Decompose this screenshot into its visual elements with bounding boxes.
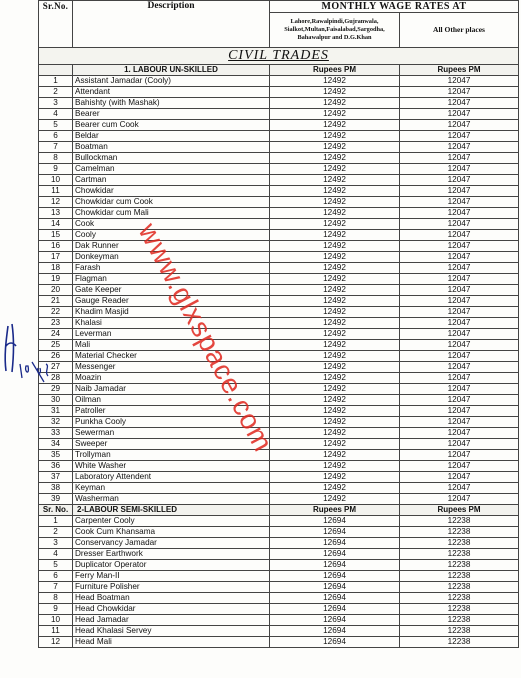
description-cell: Oilman: [73, 395, 270, 406]
rate-b-cell: 12047: [400, 307, 519, 318]
description-cell: Sewerman: [73, 428, 270, 439]
table-row: [39, 538, 519, 549]
wage-rate-sheet: [38, 0, 518, 648]
description-cell: Trollyman: [73, 450, 270, 461]
table-row: [39, 571, 519, 582]
sr-no-cell: 10: [39, 615, 73, 626]
sr-no-cell: 21: [39, 296, 73, 307]
sr-no-cell: 12: [39, 197, 73, 208]
rate-b-cell: 12047: [400, 417, 519, 428]
rate-a-cell: 12492: [270, 76, 400, 87]
rate-b-cell: 12047: [400, 373, 519, 384]
description-cell: Leverman: [73, 329, 270, 340]
rate-b-cell: 12047: [400, 142, 519, 153]
description-header: Description: [73, 1, 270, 48]
section2-col-a: Rupees PM: [270, 505, 400, 516]
rate-b-cell: 12047: [400, 153, 519, 164]
rate-a-cell: 12492: [270, 186, 400, 197]
table-row: [39, 527, 519, 538]
sr-no-cell: 15: [39, 230, 73, 241]
rate-b-cell: 12047: [400, 329, 519, 340]
sr-no-cell: 3: [39, 98, 73, 109]
rate-b-cell: 12047: [400, 120, 519, 131]
sr-no-cell: 4: [39, 109, 73, 120]
rate-a-cell: 12694: [270, 604, 400, 615]
table-row: [39, 384, 519, 395]
sr-no-cell: 5: [39, 560, 73, 571]
table-row: [39, 252, 519, 263]
description-cell: Sweeper: [73, 439, 270, 450]
description-cell: Washerman: [73, 494, 270, 505]
rate-b-cell: 12238: [400, 626, 519, 637]
table-row: [39, 560, 519, 571]
description-cell: Assistant Jamadar (Cooly): [73, 76, 270, 87]
rate-a-cell: 12492: [270, 285, 400, 296]
description-cell: Punkha Cooly: [73, 417, 270, 428]
table-row: [39, 87, 519, 98]
description-cell: Patroller: [73, 406, 270, 417]
location-b-header: All Other places: [400, 13, 519, 48]
rate-b-cell: 12047: [400, 362, 519, 373]
description-cell: Farash: [73, 263, 270, 274]
table-row: [39, 318, 519, 329]
table-row: [39, 285, 519, 296]
rate-b-cell: 12047: [400, 439, 519, 450]
sr-no-cell: 37: [39, 472, 73, 483]
description-cell: Head Mali: [73, 637, 270, 648]
rate-b-cell: 12047: [400, 351, 519, 362]
table-row: [39, 351, 519, 362]
section1-col-b: Rupees PM: [400, 65, 519, 76]
rate-a-cell: 12694: [270, 538, 400, 549]
rate-b-cell: 12047: [400, 274, 519, 285]
sr-no-header: Sr.No.: [39, 1, 73, 48]
sr-no-cell: 6: [39, 131, 73, 142]
rate-a-cell: 12492: [270, 153, 400, 164]
rate-b-cell: 12047: [400, 483, 519, 494]
table-row: [39, 307, 519, 318]
rate-b-cell: 12047: [400, 472, 519, 483]
table-row: [39, 593, 519, 604]
table-row: [39, 296, 519, 307]
rate-a-cell: 12492: [270, 483, 400, 494]
table-row: [39, 549, 519, 560]
description-cell: Beldar: [73, 131, 270, 142]
sec1-sr-cell: [39, 65, 73, 76]
sr-no-cell: 24: [39, 329, 73, 340]
handwritten-signature: [0, 316, 60, 386]
sr-no-cell: 34: [39, 439, 73, 450]
rate-b-cell: 12047: [400, 76, 519, 87]
rate-b-cell: 12047: [400, 461, 519, 472]
rate-b-cell: 12238: [400, 637, 519, 648]
rate-b-cell: 12238: [400, 516, 519, 527]
location-a-header: Lahore,Rawalpindi,Gujranwala, Sialkot,Multan,Faisalabad,Sargodha, Bahawalpur and D.G.Khan: [270, 13, 400, 48]
sr-no-cell: 25: [39, 340, 73, 351]
description-cell: Carpenter Cooly: [73, 516, 270, 527]
description-cell: Khadim Masjid: [73, 307, 270, 318]
rate-a-cell: 12492: [270, 318, 400, 329]
rate-a-cell: 12492: [270, 406, 400, 417]
sr-no-cell: 38: [39, 483, 73, 494]
description-cell: Cooly: [73, 230, 270, 241]
rate-a-cell: 12492: [270, 142, 400, 153]
rate-b-cell: 12047: [400, 131, 519, 142]
rate-a-cell: 12694: [270, 637, 400, 648]
description-cell: Gauge Reader: [73, 296, 270, 307]
rate-a-cell: 12492: [270, 362, 400, 373]
rate-b-cell: 12238: [400, 549, 519, 560]
table-row: [39, 395, 519, 406]
sr-no-cell: 22: [39, 307, 73, 318]
rate-b-cell: 12238: [400, 538, 519, 549]
table-row: [39, 373, 519, 384]
rate-b-cell: 12238: [400, 615, 519, 626]
description-cell: Ferry Man-II: [73, 571, 270, 582]
description-cell: Dak Runner: [73, 241, 270, 252]
sr-no-cell: 2: [39, 527, 73, 538]
rate-b-cell: 12238: [400, 527, 519, 538]
description-cell: Moazin: [73, 373, 270, 384]
sr-no-cell: 8: [39, 593, 73, 604]
rate-b-cell: 12047: [400, 98, 519, 109]
rate-b-cell: 12047: [400, 494, 519, 505]
section1-col-a: Rupees PM: [270, 65, 400, 76]
sr-no-cell: 28: [39, 373, 73, 384]
rate-a-cell: 12492: [270, 87, 400, 98]
sr-no-cell: 19: [39, 274, 73, 285]
rate-a-cell: 12694: [270, 560, 400, 571]
rate-a-cell: 12492: [270, 395, 400, 406]
rate-b-cell: 12047: [400, 175, 519, 186]
rate-a-cell: 12492: [270, 340, 400, 351]
table-row: [39, 274, 519, 285]
table-row: [39, 241, 519, 252]
rate-a-cell: 12492: [270, 197, 400, 208]
table-row: [39, 406, 519, 417]
sr-no-cell: 23: [39, 318, 73, 329]
civil-trades-title: CIVIL TRADES: [39, 48, 519, 65]
rate-b-cell: 12238: [400, 571, 519, 582]
rate-a-cell: 12492: [270, 428, 400, 439]
rate-b-cell: 12047: [400, 384, 519, 395]
description-cell: White Washer: [73, 461, 270, 472]
table-row: [39, 175, 519, 186]
rate-a-cell: 12694: [270, 516, 400, 527]
rate-b-cell: 12238: [400, 560, 519, 571]
description-cell: Cartman: [73, 175, 270, 186]
description-cell: Donkeyman: [73, 252, 270, 263]
rate-b-cell: 12047: [400, 263, 519, 274]
sr-no-cell: 35: [39, 450, 73, 461]
rate-b-cell: 12047: [400, 87, 519, 98]
rate-a-cell: 12492: [270, 351, 400, 362]
sr-no-cell: 36: [39, 461, 73, 472]
rate-a-cell: 12492: [270, 263, 400, 274]
table-row: [39, 472, 519, 483]
sr-no-cell: 7: [39, 142, 73, 153]
table-row: [39, 142, 519, 153]
rate-b-cell: 12047: [400, 186, 519, 197]
sr-no-cell: 14: [39, 219, 73, 230]
rate-a-cell: 12492: [270, 131, 400, 142]
description-cell: Flagman: [73, 274, 270, 285]
sr-no-cell: 9: [39, 164, 73, 175]
description-cell: Camelman: [73, 164, 270, 175]
watermark-text: www.glxspace.com: [132, 218, 280, 457]
rate-b-cell: 12047: [400, 208, 519, 219]
rate-b-cell: 12238: [400, 604, 519, 615]
description-cell: Attendant: [73, 87, 270, 98]
table-row: [39, 417, 519, 428]
table-row: [39, 329, 519, 340]
sr-no-cell: 17: [39, 252, 73, 263]
sr-no-cell: 16: [39, 241, 73, 252]
rate-a-cell: 12492: [270, 472, 400, 483]
table-row: [39, 428, 519, 439]
rate-a-cell: 12492: [270, 164, 400, 175]
sr-no-cell: 3: [39, 538, 73, 549]
table-row: [39, 582, 519, 593]
section2-col-b: Rupees PM: [400, 505, 519, 516]
sr-no-cell: 13: [39, 208, 73, 219]
sr-no-cell: 29: [39, 384, 73, 395]
sr-no-cell: 27: [39, 362, 73, 373]
table-row: [39, 626, 519, 637]
rate-a-cell: 12492: [270, 450, 400, 461]
description-cell: Duplicator Operator: [73, 560, 270, 571]
sr-no-cell: 32: [39, 417, 73, 428]
rate-b-cell: 12047: [400, 318, 519, 329]
rate-a-cell: 12492: [270, 439, 400, 450]
description-cell: Conservancy Jamadar: [73, 538, 270, 549]
rate-b-cell: 12047: [400, 197, 519, 208]
sr-no-cell: 30: [39, 395, 73, 406]
rate-a-cell: 12694: [270, 527, 400, 538]
rate-a-cell: 12694: [270, 549, 400, 560]
rate-a-cell: 12492: [270, 307, 400, 318]
rate-b-cell: 12047: [400, 428, 519, 439]
table-row: [39, 362, 519, 373]
sr-no-cell: 26: [39, 351, 73, 362]
rate-a-cell: 12492: [270, 252, 400, 263]
monthly-wage-header: MONTHLY WAGE RATES AT: [270, 1, 519, 13]
table-row: [39, 604, 519, 615]
section2-sr-label: Sr. No.: [39, 505, 73, 516]
rate-a-cell: 12492: [270, 175, 400, 186]
rate-a-cell: 12492: [270, 208, 400, 219]
rate-a-cell: 12492: [270, 384, 400, 395]
sr-no-cell: 33: [39, 428, 73, 439]
description-cell: Material Checker: [73, 351, 270, 362]
rate-b-cell: 12047: [400, 109, 519, 120]
table-row: [39, 461, 519, 472]
sr-no-cell: 11: [39, 626, 73, 637]
rate-b-cell: 12047: [400, 450, 519, 461]
table-row: [39, 615, 519, 626]
rate-b-cell: 12047: [400, 285, 519, 296]
section2-title: 2-LABOUR SEMI-SKILLED: [73, 505, 270, 516]
rate-a-cell: 12492: [270, 417, 400, 428]
table-row: [39, 131, 519, 142]
rate-b-cell: 12047: [400, 395, 519, 406]
rate-a-cell: 12694: [270, 615, 400, 626]
table-row: [39, 263, 519, 274]
sr-no-cell: 6: [39, 571, 73, 582]
table-row: [39, 120, 519, 131]
table-row: [39, 494, 519, 505]
table-row: [39, 197, 519, 208]
sr-no-cell: 1: [39, 76, 73, 87]
rate-a-cell: 12492: [270, 98, 400, 109]
description-cell: Naib Jamadar: [73, 384, 270, 395]
table-row: [39, 186, 519, 197]
rate-b-cell: 12047: [400, 219, 519, 230]
table-row: [39, 483, 519, 494]
description-cell: Cook Cum Khansama: [73, 527, 270, 538]
rate-a-cell: 12492: [270, 329, 400, 340]
description-cell: Bearer: [73, 109, 270, 120]
rate-a-cell: 12492: [270, 494, 400, 505]
table-row: [39, 637, 519, 648]
description-cell: Chowkidar cum Mali: [73, 208, 270, 219]
rate-a-cell: 12694: [270, 593, 400, 604]
rate-b-cell: 12238: [400, 593, 519, 604]
rate-b-cell: 12238: [400, 582, 519, 593]
rate-b-cell: 12047: [400, 296, 519, 307]
table-row: [39, 340, 519, 351]
sr-no-cell: 1: [39, 516, 73, 527]
rate-b-cell: 12047: [400, 230, 519, 241]
rate-a-cell: 12694: [270, 582, 400, 593]
sr-no-cell: 11: [39, 186, 73, 197]
description-cell: Boatman: [73, 142, 270, 153]
rate-a-cell: 12492: [270, 219, 400, 230]
description-cell: Head Khalasi Servey: [73, 626, 270, 637]
rate-a-cell: 12492: [270, 461, 400, 472]
table-row: [39, 109, 519, 120]
sr-no-cell: 5: [39, 120, 73, 131]
sr-no-cell: 31: [39, 406, 73, 417]
wage-table: [38, 0, 519, 648]
table-row: [39, 516, 519, 527]
description-cell: Head Jamadar: [73, 615, 270, 626]
table-row: [39, 230, 519, 241]
table-row: [39, 76, 519, 87]
sr-no-cell: 4: [39, 549, 73, 560]
table-row: [39, 164, 519, 175]
table-row: [39, 98, 519, 109]
rate-b-cell: 12047: [400, 241, 519, 252]
description-cell: Chowkidar: [73, 186, 270, 197]
description-cell: Head Chowkidar: [73, 604, 270, 615]
description-cell: Dresser Earthwork: [73, 549, 270, 560]
rate-a-cell: 12492: [270, 230, 400, 241]
sr-no-cell: 2: [39, 87, 73, 98]
table-row: [39, 219, 519, 230]
description-cell: Khalasi: [73, 318, 270, 329]
rate-a-cell: 12694: [270, 626, 400, 637]
sr-no-cell: 39: [39, 494, 73, 505]
description-cell: Gate Keeper: [73, 285, 270, 296]
description-cell: Bullockman: [73, 153, 270, 164]
sr-no-cell: 8: [39, 153, 73, 164]
sr-no-cell: 18: [39, 263, 73, 274]
rate-a-cell: 12492: [270, 296, 400, 307]
rate-a-cell: 12492: [270, 274, 400, 285]
sr-no-cell: 10: [39, 175, 73, 186]
rate-b-cell: 12047: [400, 406, 519, 417]
section1-title: 1. LABOUR UN-SKILLED: [73, 65, 270, 76]
table-row: [39, 153, 519, 164]
description-cell: Messenger: [73, 362, 270, 373]
description-cell: Bearer cum Cook: [73, 120, 270, 131]
table-row: [39, 450, 519, 461]
description-cell: Laboratory Attendent: [73, 472, 270, 483]
description-cell: Bahishty (with Mashak): [73, 98, 270, 109]
rate-a-cell: 12492: [270, 373, 400, 384]
description-cell: Chowkidar cum Cook: [73, 197, 270, 208]
rate-a-cell: 12694: [270, 571, 400, 582]
rate-a-cell: 12492: [270, 120, 400, 131]
table-row: [39, 208, 519, 219]
sr-no-cell: 12: [39, 637, 73, 648]
rate-b-cell: 12047: [400, 164, 519, 175]
sr-no-cell: 7: [39, 582, 73, 593]
rate-b-cell: 12047: [400, 252, 519, 263]
description-cell: Keyman: [73, 483, 270, 494]
description-cell: Furniture Polisher: [73, 582, 270, 593]
sr-no-cell: 9: [39, 604, 73, 615]
description-cell: Mali: [73, 340, 270, 351]
sr-no-cell: 20: [39, 285, 73, 296]
rate-a-cell: 12492: [270, 109, 400, 120]
description-cell: Head Boatman: [73, 593, 270, 604]
rate-b-cell: 12047: [400, 340, 519, 351]
description-cell: Cook: [73, 219, 270, 230]
rate-a-cell: 12492: [270, 241, 400, 252]
